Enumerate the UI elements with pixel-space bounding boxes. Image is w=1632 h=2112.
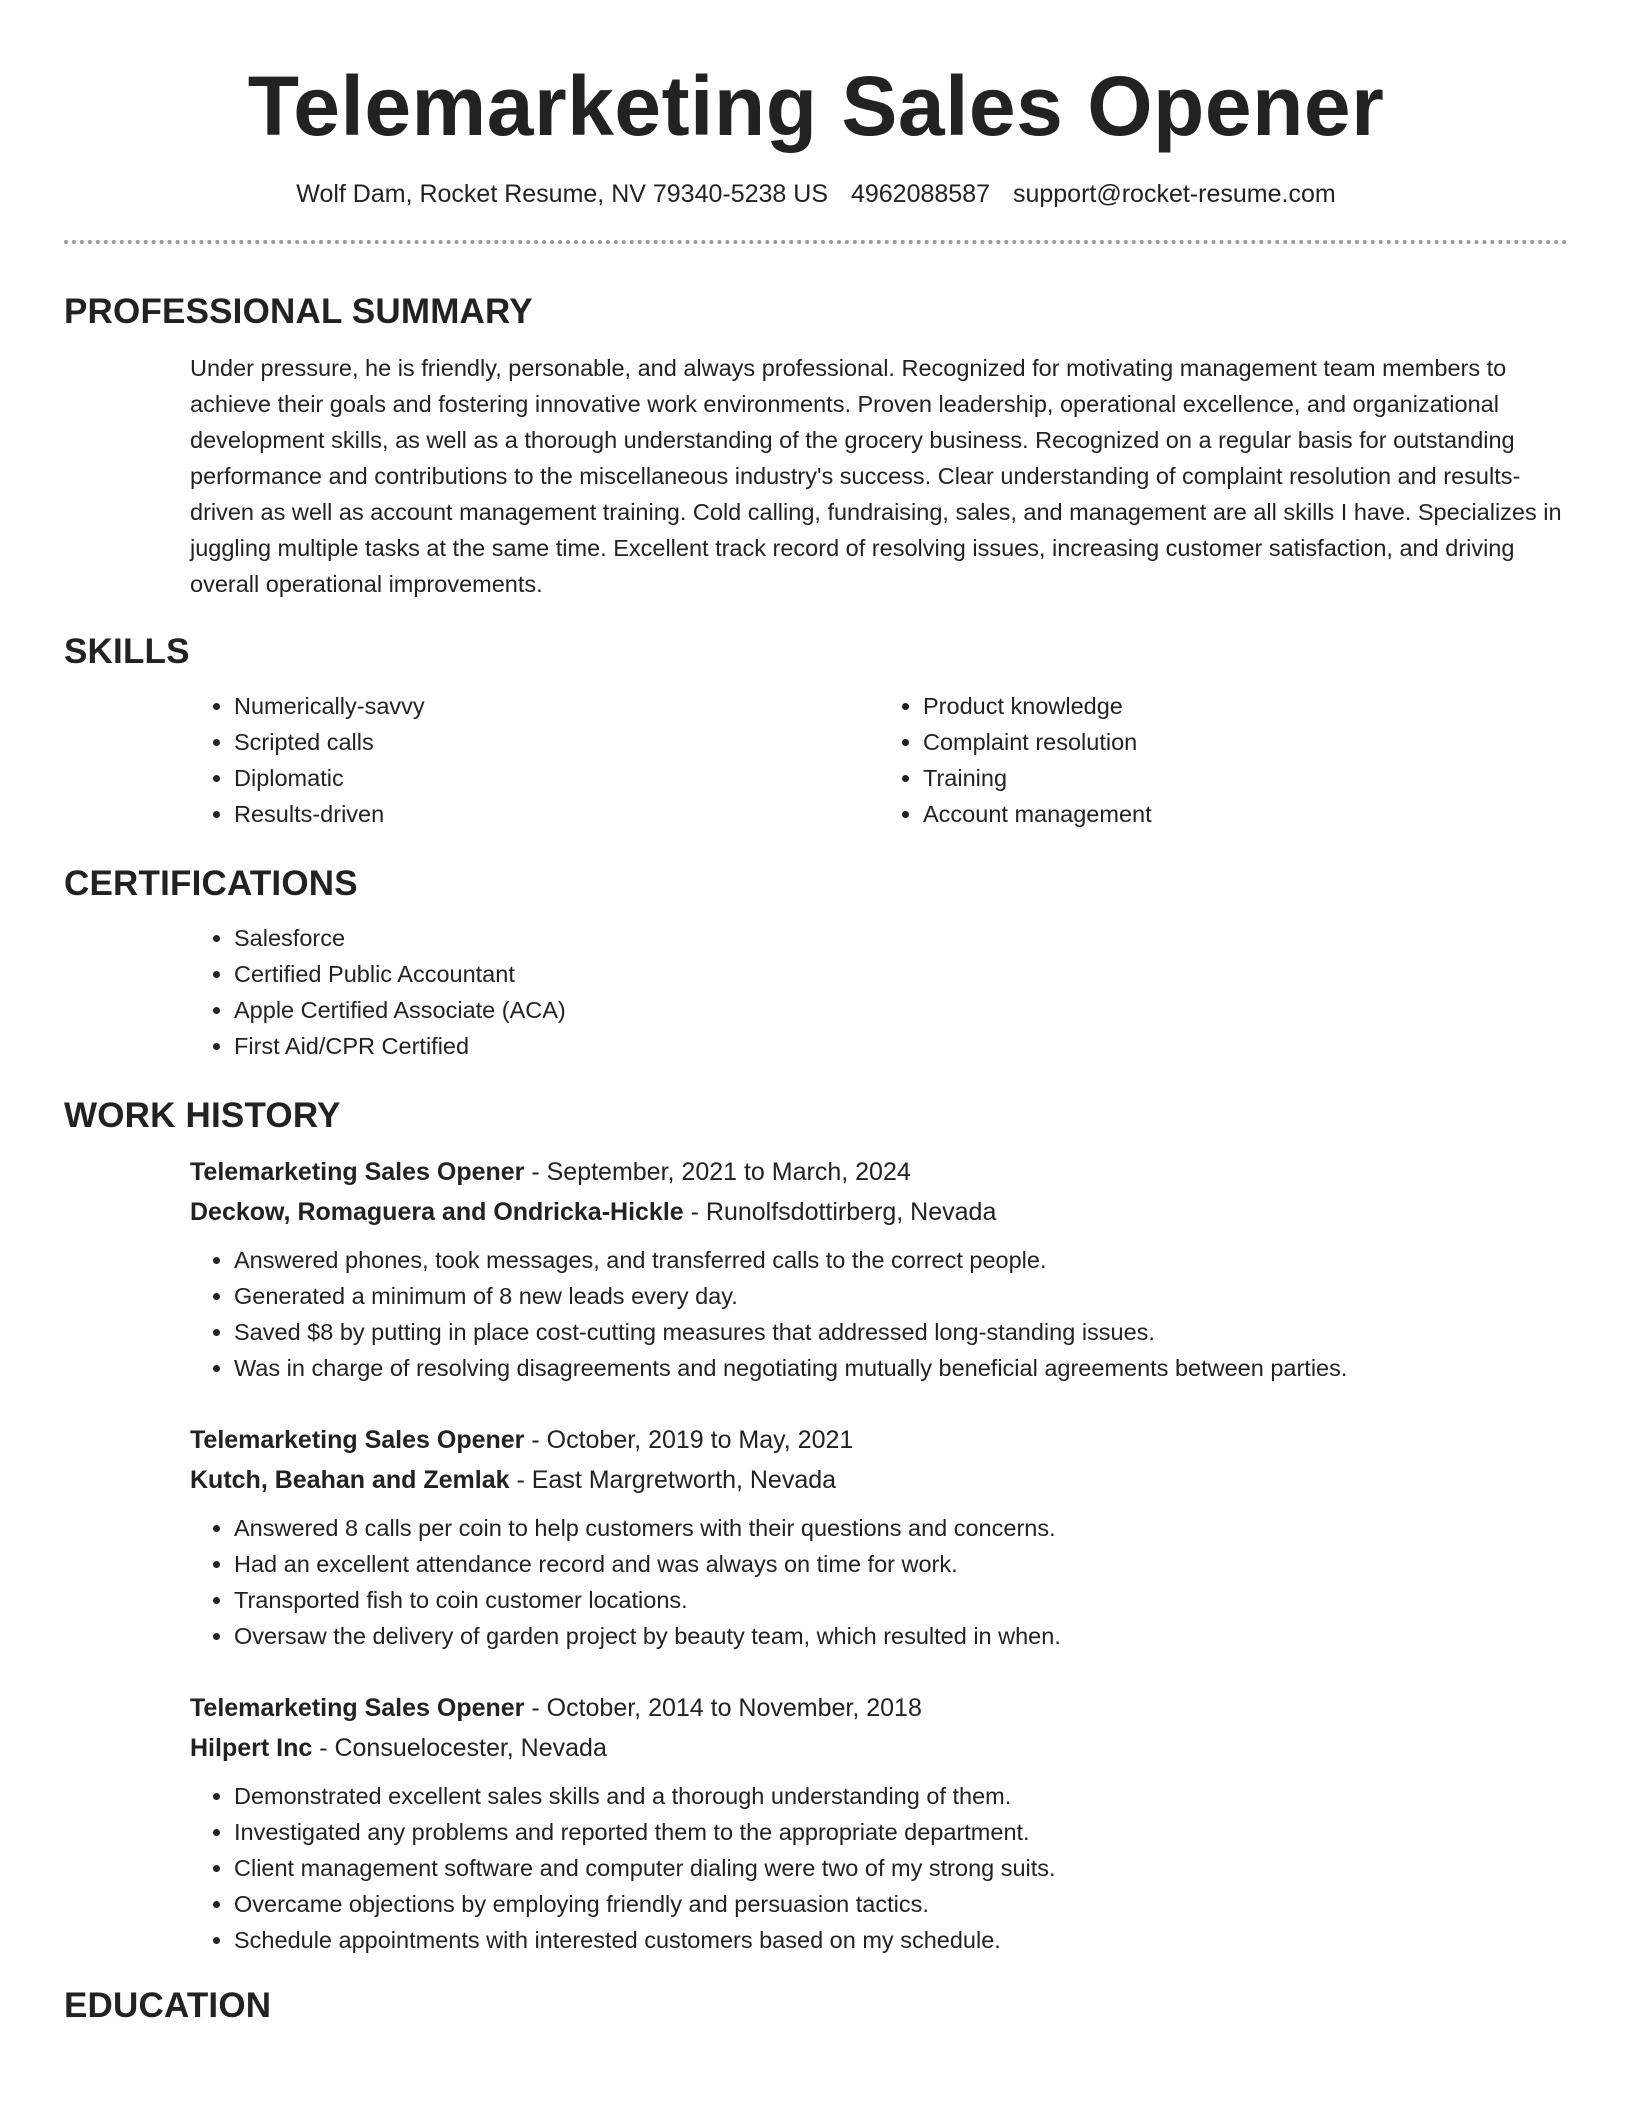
- job-bullet: • Client management software and computer dialing were two of my strong suits.: [234, 1850, 1568, 1886]
- skills-section: [190, 688, 1568, 832]
- contact-line: [64, 178, 1568, 210]
- summary-text: Under pressure, he is friendly, personable, and always professional. Recognized for motivating management team members to achieve their goals and fostering innovative work environments. Proven leadership, operational excellence, and organizational development skills, as well as a thorough understanding of the grocery business. Recognized on a regular basis for outstanding performance and contributions to the miscellaneous industry's success. Clear understanding of complaint resolution and results-driven as well as account management training. Cold calling, fundraising, sales, and management are all skills I have. Specializes in juggling multiple tasks at the same time. Excellent track record of resolving issues, increasing customer satisfaction, and driving overall operational improvements.: [190, 355, 1562, 597]
- job-bullet: • Overcame objections by employing friendly and persuasion tactics.: [234, 1886, 1568, 1922]
- job-entry: [190, 1152, 1568, 1386]
- skill-item: • Results-driven: [234, 796, 879, 832]
- job-bullet: • Oversaw the delivery of garden project by beauty team, which resulted in when.: [234, 1618, 1568, 1654]
- job-title-line: [190, 1688, 1568, 1728]
- job-bullet: • Was in charge of resolving disagreements and negotiating mutually beneficial agreements between parties.: [234, 1350, 1568, 1386]
- summary-heading: PROFESSIONAL SUMMARY: [64, 292, 533, 331]
- work-history-section: [190, 1152, 1568, 1958]
- certification-item: • Certified Public Accountant: [234, 956, 1568, 992]
- contact-address: Wolf Dam, Rocket Resume, NV 79340-5238 US: [296, 180, 829, 208]
- job-bullets: [190, 1510, 1568, 1654]
- job-bullet: • Saved $8 by putting in place cost-cutting measures that addressed long-standing issues.: [234, 1314, 1568, 1350]
- resume-page: [64, 0, 1568, 2028]
- skill-item: • Training: [923, 760, 1568, 796]
- summary-section: [190, 350, 1568, 602]
- skills-list-left: [190, 688, 879, 832]
- job-location: - Runolfsdottirberg, Nevada: [683, 1198, 997, 1226]
- certification-item: • Apple Certified Associate (ACA): [234, 992, 1568, 1028]
- certifications-section: [190, 920, 1568, 1064]
- job-bullet: • Answered 8 calls per coin to help customers with their questions and concerns.: [234, 1510, 1568, 1546]
- certification-item: • First Aid/CPR Certified: [234, 1028, 1568, 1064]
- skill-item: • Scripted calls: [234, 724, 879, 760]
- skills-heading: SKILLS: [64, 632, 190, 671]
- job-bullet: • Demonstrated excellent sales skills and a thorough understanding of them.: [234, 1778, 1568, 1814]
- job-dates: - October, 2014 to November, 2018: [524, 1694, 922, 1722]
- education-heading: EDUCATION: [64, 1986, 272, 2025]
- job-bullet: • Had an excellent attendance record and was always on time for work.: [234, 1546, 1568, 1582]
- job-company: Hilpert Inc: [190, 1734, 313, 1762]
- header-divider: [64, 240, 1568, 244]
- job-bullet: • Answered phones, took messages, and transferred calls to the correct people.: [234, 1242, 1568, 1278]
- resume-title: Telemarketing Sales Opener: [247, 59, 1385, 153]
- skill-item: • Numerically-savvy: [234, 688, 879, 724]
- job-location: - Consuelocester, Nevada: [312, 1734, 607, 1762]
- work-history-heading: WORK HISTORY: [64, 1096, 341, 1135]
- contact-phone: 4962088587: [850, 180, 991, 208]
- skills-list-right: [879, 688, 1568, 832]
- job-bullet: • Schedule appointments with interested customers based on my schedule.: [234, 1922, 1568, 1958]
- job-location: - East Margretworth, Nevada: [509, 1466, 837, 1494]
- job-title: Telemarketing Sales Opener: [190, 1158, 525, 1186]
- certification-item: • Salesforce: [234, 920, 1568, 956]
- skill-item: • Account management: [923, 796, 1568, 832]
- job-entry: [190, 1688, 1568, 1958]
- job-entry: [190, 1420, 1568, 1654]
- job-dates: - October, 2019 to May, 2021: [524, 1426, 854, 1454]
- skill-item: • Diplomatic: [234, 760, 879, 796]
- job-bullets: [190, 1242, 1568, 1386]
- job-dates: - September, 2021 to March, 2024: [524, 1158, 911, 1186]
- job-company-line: [190, 1728, 1568, 1768]
- job-title-line: [190, 1152, 1568, 1192]
- job-title: Telemarketing Sales Opener: [190, 1426, 525, 1454]
- job-company-line: [190, 1460, 1568, 1500]
- certifications-heading: CERTIFICATIONS: [64, 864, 358, 903]
- job-bullet: • Generated a minimum of 8 new leads every day.: [234, 1278, 1568, 1314]
- job-bullet: • Investigated any problems and reported them to the appropriate department.: [234, 1814, 1568, 1850]
- job-title-line: [190, 1420, 1568, 1460]
- job-company: Deckow, Romaguera and Ondricka-Hickle: [190, 1198, 684, 1226]
- job-company: Kutch, Beahan and Zemlak: [190, 1466, 510, 1494]
- skill-item: • Complaint resolution: [923, 724, 1568, 760]
- certifications-list: [190, 920, 1568, 1064]
- job-bullets: [190, 1778, 1568, 1958]
- contact-email: support@rocket-resume.com: [1012, 180, 1336, 208]
- job-title: Telemarketing Sales Opener: [190, 1694, 525, 1722]
- skill-item: • Product knowledge: [923, 688, 1568, 724]
- job-bullet: • Transported fish to coin customer locations.: [234, 1582, 1568, 1618]
- job-company-line: [190, 1192, 1568, 1232]
